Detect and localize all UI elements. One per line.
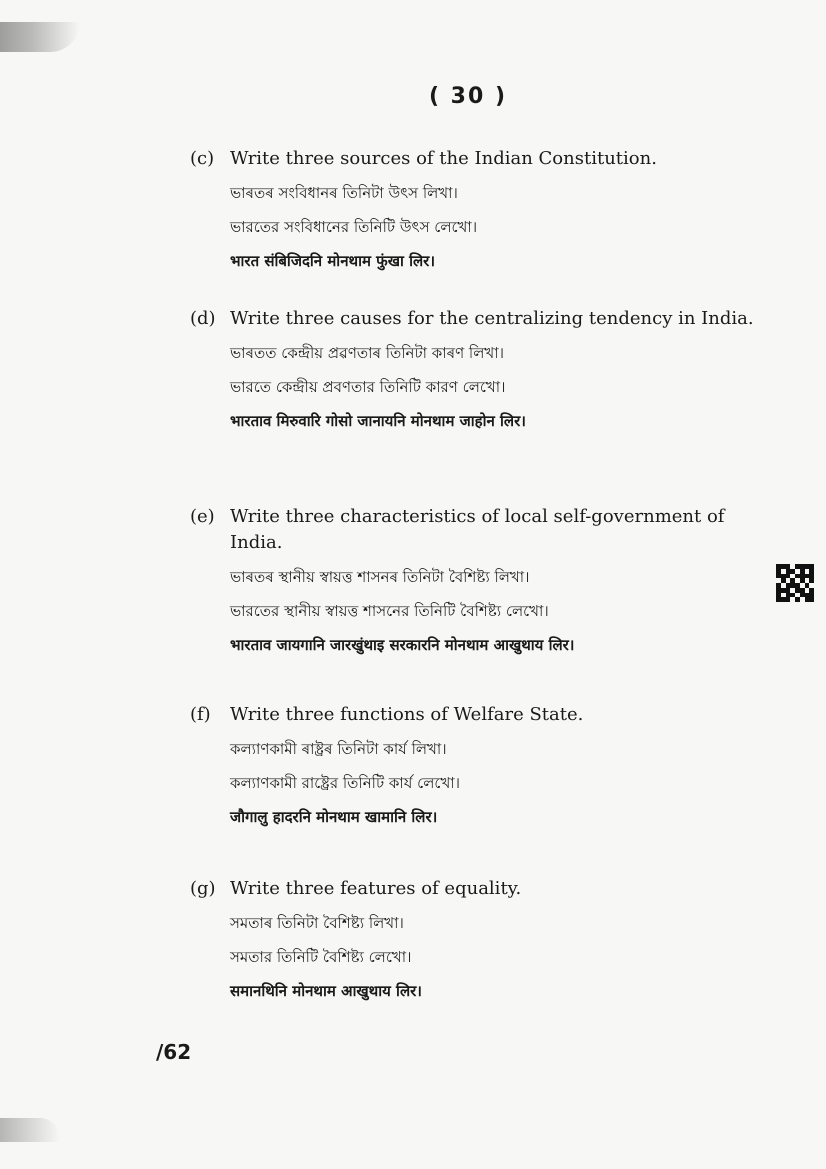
question-assamese: ভাৰতৰ সংবিধানৰ তিনিটা উৎস লিখা।	[230, 184, 458, 202]
question-bodo: जौगालु हादरनि मोनथाम खामानि लिर।	[230, 808, 438, 826]
question-assamese: ভাৰতত কেন্দ্ৰীয় প্ৰৱণতাৰ তিনিটা কাৰণ লিখা।	[230, 344, 504, 362]
question-g	[190, 876, 770, 1008]
question-english: Write three characteristics of local self-government of India.	[230, 506, 725, 553]
question-e	[190, 504, 770, 662]
question-bengali: ভারতে কেন্দ্রীয় প্রবণতার তিনিটি কারণ লেখো।	[230, 378, 506, 396]
question-f	[190, 702, 770, 834]
question-assamese: কল্যাণকামী ৰাষ্ট্ৰৰ তিনিটা কাৰ্য লিখা।	[230, 740, 447, 758]
question-english: Write three features of equality.	[230, 878, 522, 899]
question-bodo: भारत संबिजिदनि मोनथाम फुंखा लिर।	[230, 252, 435, 270]
question-label: (e)	[190, 506, 215, 527]
question-bodo: भारताव मिरुवारि गोसो जानायनि मोनथाम जाहोन लिर।	[230, 412, 526, 430]
question-bengali: কল্যাণকামী রাষ্ট্রের তিনিটি কার্য লেখো।	[230, 774, 461, 792]
question-bodo: भारताव जायगानि जारखुंथाइ सरकारनि मोनथाम आखुथाय लिर।	[230, 636, 575, 654]
scan-shadow-bottom	[0, 1118, 60, 1142]
page-number: ( 30 )	[428, 84, 508, 109]
question-bengali: ভারতের স্থানীয় স্বায়ত্ত শাসনের তিনিটি বৈশিষ্ট্য লেখো।	[230, 602, 549, 620]
question-english: Write three functions of Welfare State.	[230, 704, 584, 725]
question-d	[190, 306, 770, 438]
question-label: (d)	[190, 308, 216, 329]
question-c	[190, 146, 770, 278]
footer-code: /62	[156, 1040, 192, 1064]
question-bengali: ভারতের সংবিধানের তিনিটি উৎস লেখো।	[230, 218, 478, 236]
scan-shadow-top	[0, 22, 80, 52]
question-english: Write three sources of the Indian Constitution.	[230, 148, 657, 169]
question-english: Write three causes for the centralizing tendency in India.	[230, 308, 754, 329]
question-bengali: সমতার তিনিটি বৈশিষ্ট্য লেখো।	[230, 948, 412, 966]
question-assamese: ভাৰতৰ স্থানীয় স্বায়ত্ত শাসনৰ তিনিটা বৈশিষ্ট্য লিখা।	[230, 568, 530, 586]
question-label: (c)	[190, 148, 215, 169]
question-label: (g)	[190, 878, 216, 899]
qr-code-icon	[776, 564, 814, 602]
question-assamese: সমতাৰ তিনিটা বৈশিষ্ট্য লিখা।	[230, 914, 404, 932]
question-bodo: समानथिनि मोनथाम आखुथाय लिर।	[230, 982, 422, 1000]
question-label: (f)	[190, 704, 211, 725]
